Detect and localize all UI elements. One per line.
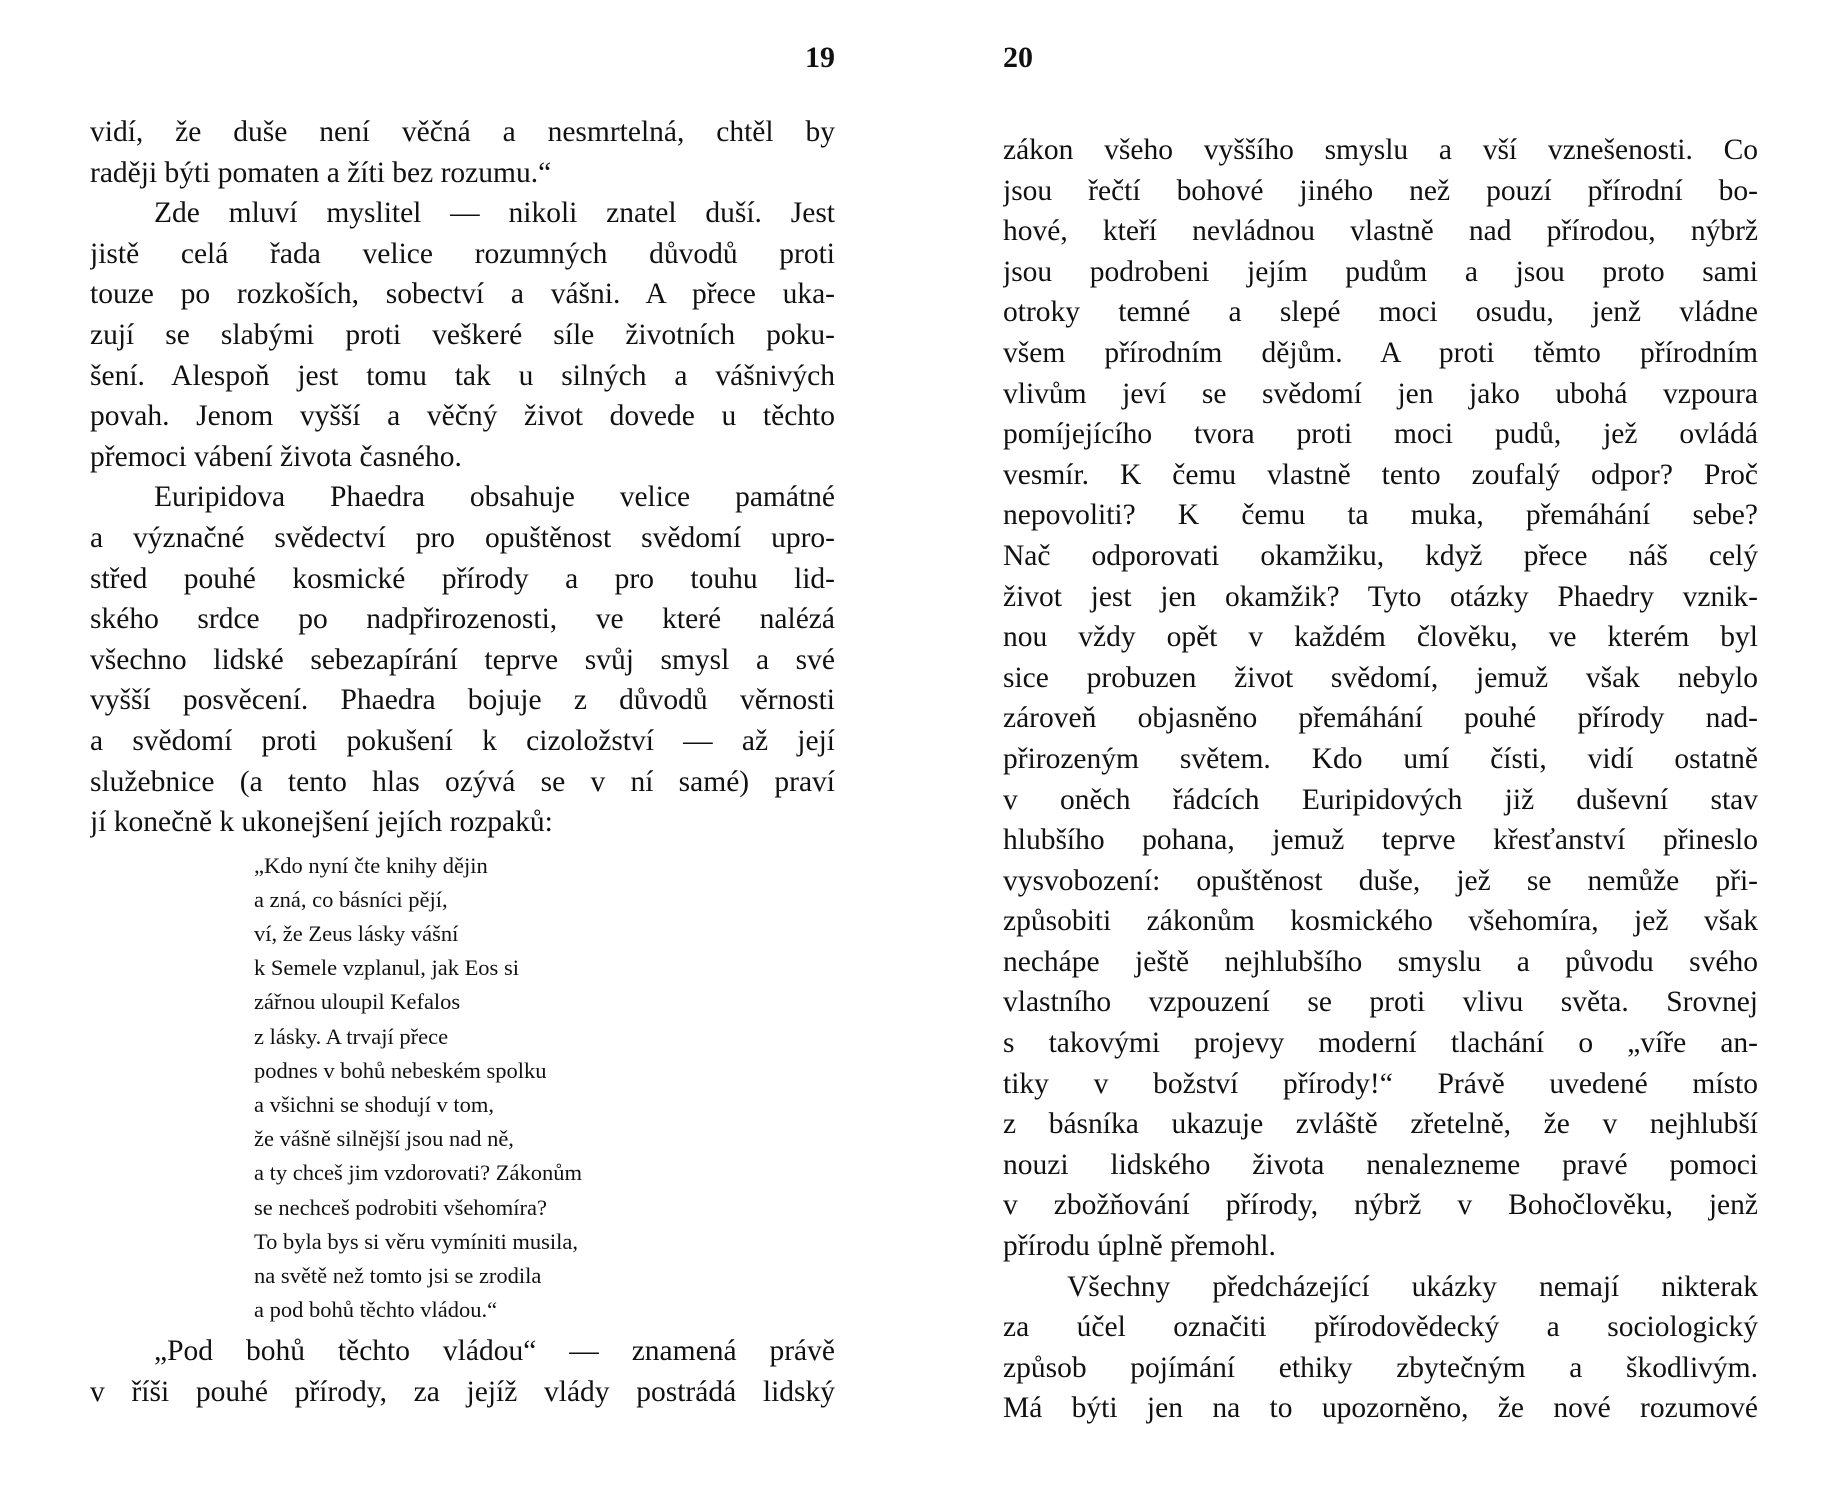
text-line: nouzi lidského života nenalezneme pravé pomoci	[1003, 1148, 1758, 1181]
text-line: Euripidova Phaedra obsahuje velice památné	[154, 481, 835, 514]
text-line: hlubšího pohana, jemuž teprve křesťanství přineslo	[1003, 824, 1758, 857]
text-line: Nač odporovati okamžiku, když přece náš celý	[1003, 539, 1758, 572]
poem-line: „Kdo nyní čte knihy dějin	[254, 852, 488, 878]
poem-line: a všichni se shodují v tom,	[254, 1092, 494, 1117]
text-line: vlastního vzpouzení se proti vlivu světa. Srovnej	[1003, 986, 1758, 1019]
text-line: jsou řečtí bohové jiného než pouzí přírodní bo-	[1003, 174, 1758, 207]
text-line: tiky v božství přírody!“ Právě uvedené místo	[1003, 1067, 1758, 1100]
text-line: vyšší posvěcení. Phaedra bojuje z důvodů věrnosti	[90, 684, 835, 717]
poem-line: na světě než tomto jsi se zrodila	[254, 1262, 542, 1288]
text-line: nou vždy opět v každém člověku, ve kterém byl	[1003, 621, 1758, 654]
page-number: 19	[805, 41, 835, 74]
text-line: způsob pojímání ethiky zbytečným a škodlivým.	[1003, 1351, 1758, 1384]
text-line: všem přírodním dějům. A proti těmto přírodním	[1003, 336, 1758, 369]
text-line: jí konečně k ukonejšení jejích rozpaků:	[90, 806, 553, 839]
text-line: služebnice (a tento hlas ozývá se v ní samé) praví	[90, 765, 835, 798]
text-line: vysvobození: opuštěnost duše, jež se nemůže při-	[1003, 864, 1758, 897]
text-line: Zde mluví myslitel — nikoli znatel duší. Jest	[154, 197, 835, 230]
text-line: vlivům jeví se svědomí jen jako ubohá vzpoura	[1003, 377, 1758, 410]
text-line: jistě celá řada velice rozumných důvodů proti	[90, 237, 835, 270]
text-line: a svědomí proti pokušení k cizoložství — až její	[90, 724, 835, 757]
poem-line: se nechceš podrobiti všehomíra?	[254, 1194, 548, 1220]
poem-line: k Semele vzplanul, jak Eos si	[254, 955, 519, 981]
text-line: za účel označiti přírodovědecký a sociologický	[1003, 1311, 1758, 1344]
text-line: zároveň objasněno přemáhání pouhé přírody nad-	[1003, 702, 1758, 735]
text-line: život jest jen okamžik? Tyto otázky Phaedry vznik-	[1003, 580, 1758, 613]
text-line: zují se slabými proti veškeré síle životních poku-	[90, 318, 835, 351]
poem-line: z lásky. A trvají přece	[254, 1023, 449, 1049]
text-line: sice probuzen život svědomí, jemuž však nebylo	[1003, 661, 1758, 694]
text-line: hové, kteří nevládnou vlastně nad přírodou, nýbrž	[1003, 215, 1758, 248]
text-line: přemoci vábení života časného.	[90, 440, 462, 473]
text-line: touze po rozkoších, sobectví a vášni. A přece uka-	[90, 278, 835, 311]
page-number: 20	[1003, 41, 1033, 74]
text-line: vesmír. K čemu vlastně tento zoufalý odpor? Proč	[1003, 458, 1758, 491]
text-line: raději býti pomaten a žíti bez rozumu.“	[90, 156, 552, 189]
text-line: pomíjejícího tvora proti moci pudů, jež ovládá	[1003, 418, 1758, 451]
poem-line: ví, že Zeus lásky vášní	[254, 921, 459, 947]
poem-line: a pod bohů těchto vládou.“	[254, 1297, 498, 1323]
text-line: jsou podrobeni jejím pudům a jsou proto sami	[1003, 255, 1758, 288]
poem-line: To byla bys si věru vymíniti musila,	[254, 1228, 579, 1254]
paragraph-block	[1003, 130, 1758, 1429]
page-body	[90, 112, 835, 1413]
text-line: a význačné svědectví pro opuštěnost svědomí upro-	[90, 521, 835, 554]
text-line: v zbožňování přírody, nýbrž v Bohočlověku, jenž	[1003, 1189, 1758, 1222]
paragraph-block	[90, 1331, 835, 1412]
poem-quote	[90, 843, 835, 1332]
text-line: ského srdce po nadpřirozenosti, ve které nalézá	[90, 603, 835, 636]
text-line: z básníka ukazuje zvláště zřetelně, že v nejhlubší	[1003, 1108, 1758, 1141]
text-line: nechápe ještě nejhlubšího smyslu a původu svého	[1003, 945, 1758, 978]
text-line: střed pouhé kosmické přírody a pro touhu lid-	[90, 562, 835, 595]
text-line: otroky temné a slepé moci osudu, jenž vládne	[1003, 296, 1758, 329]
text-line: šení. Alespoň jest tomu tak u silných a vášnivých	[90, 359, 835, 392]
poem-line: podnes v bohů nebeském spolku	[254, 1057, 547, 1083]
poem-line: a zná, co básníci pějí,	[254, 886, 448, 912]
text-line: přirozeným světem. Kdo umí čísti, vidí ostatně	[1003, 742, 1758, 775]
text-line: povah. Jenom vyšší a věčný život dovede u těchto	[90, 400, 835, 433]
text-line: v oněch řádcích Euripidových již duševní stav	[1003, 783, 1758, 816]
poem-line: zářnou uloupil Kefalos	[254, 989, 461, 1015]
text-line: s takovými projevy moderní tlachání o „víře an-	[1003, 1027, 1758, 1060]
paragraph-block	[90, 112, 835, 843]
text-line: zákon všeho vyššího smyslu a vší vznešenosti. Co	[1003, 134, 1758, 166]
text-line: „Pod bohů těchto vládou“ — znamená právě	[154, 1335, 835, 1368]
page-body	[1003, 130, 1758, 1429]
text-line: způsobiti zákonům kosmického všehomíra, jež však	[1003, 905, 1758, 938]
poem-line: že vášně silnější jsou nad ně,	[254, 1126, 514, 1152]
text-line: všechno lidské sebezapírání teprve svůj smysl a své	[90, 643, 835, 676]
text-line: přírodu úplně přemohl.	[1003, 1230, 1276, 1263]
text-line: v říši pouhé přírody, za jejíž vlády postrádá lidský	[90, 1375, 835, 1408]
text-line: Má býti jen na to upozorněno, že nové rozumové	[1003, 1392, 1758, 1425]
text-line: vidí, že duše není věčná a nesmrtelná, chtěl by	[90, 116, 835, 148]
text-line: nepovoliti? K čemu ta muka, přemáhání sebe?	[1003, 499, 1758, 532]
text-line: Všechny předcházející ukázky nemají nikterak	[1067, 1270, 1758, 1303]
poem-line: a ty chceš jim vzdorovati? Zákonům	[254, 1160, 583, 1186]
